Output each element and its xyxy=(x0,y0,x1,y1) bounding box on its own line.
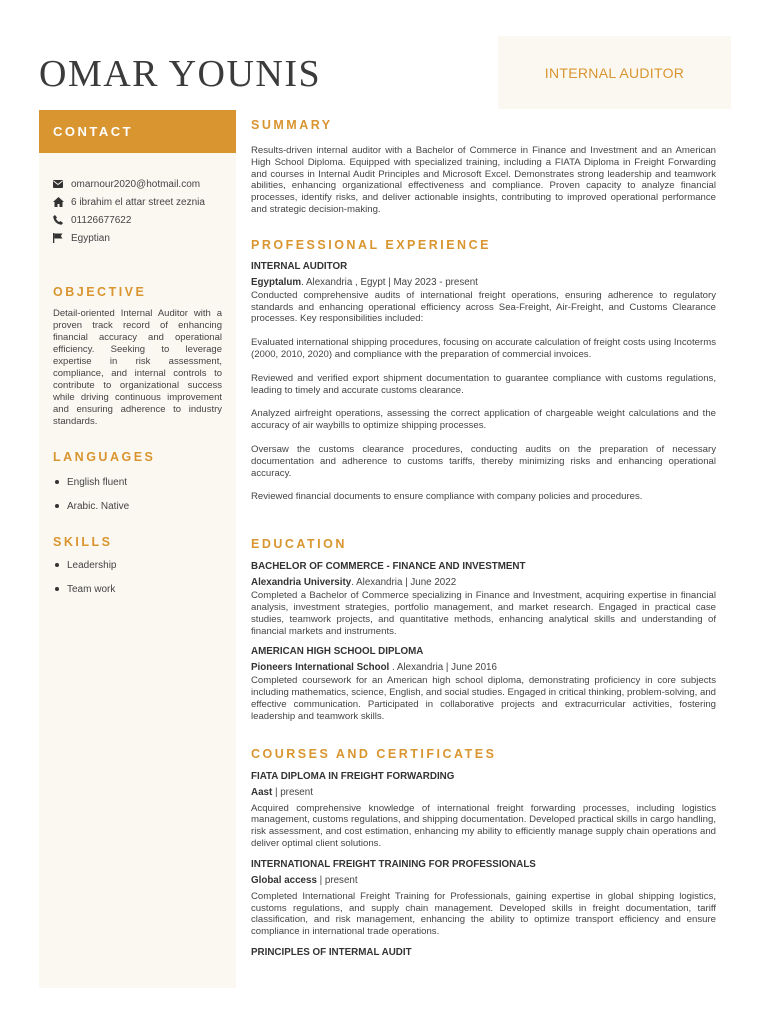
course-details: | present xyxy=(316,874,358,886)
email-icon xyxy=(53,180,69,188)
education-details: . Alexandria | June 2022 xyxy=(351,577,457,589)
education-org-line xyxy=(251,662,716,673)
skills-heading: SKILLS xyxy=(53,535,113,549)
experience-paragraph: Reviewed and verified export shipment documentation to guarantee compliance with customs regulations, leading to timely and accurate customs clearance. xyxy=(251,372,716,396)
home-icon xyxy=(53,197,69,207)
summary-heading: SUMMARY xyxy=(251,118,333,132)
experience-details: . Alexandria , Egypt | May 2023 - present xyxy=(301,276,478,288)
experience-paragraph: Analyzed airfreight operations, assessing the correct application of chargeable weight calculations and the accuracy of air waybills to optimize shipping processes. xyxy=(251,408,716,432)
course-title: PRINCIPLES OF INTERMAL AUDIT xyxy=(251,946,412,958)
course-org-line xyxy=(251,787,716,798)
experience-heading: PROFESSIONAL EXPERIENCE xyxy=(251,237,491,252)
education-org: Alexandria University xyxy=(251,577,352,589)
list-item: English fluent xyxy=(55,470,236,494)
course-text: Completed International Freight Training for Professionals, gaining expertise in global shipping logistics, customs regulations, and supply chain management. Developed skills in freight documentation, tariff classification, and risk management, enhancing the ability to optimize transport efficiency and ensure compliance in international trade operations. xyxy=(251,890,716,938)
bullet-icon xyxy=(55,504,59,508)
bullet-icon xyxy=(55,587,59,591)
job-title: INTERNAL AUDITOR xyxy=(544,64,685,81)
course-title: INTERNATIONAL FREIGHT TRAINING FOR PROFESSIONALS xyxy=(251,858,536,870)
bullet-icon xyxy=(55,563,59,567)
contact-phone[interactable]: 01126677622 xyxy=(53,211,236,229)
candidate-name: OMAR YOUNIS xyxy=(39,53,322,95)
sidebar xyxy=(39,110,236,988)
objective-heading: OBJECTIVE xyxy=(53,285,147,299)
experience-org: Egyptalum xyxy=(251,276,302,288)
contact-list xyxy=(39,153,236,247)
languages-list xyxy=(39,470,236,518)
bullet-icon xyxy=(55,480,59,484)
phone-icon xyxy=(53,215,69,225)
experience-paragraph: Reviewed financial documents to ensure compliance with company policies and procedures. xyxy=(251,491,643,503)
skills-list xyxy=(39,553,236,601)
objective-text: Detail-oriented Internal Auditor with a proven track record of enhancing financial accuracy and operational efficiency. Seeking to leverage expertise in risk assessment, compliance, and internal controls to contribute to organizational success while driving continuous improvement and ensuring adherence to industry standards. xyxy=(53,308,222,427)
education-heading: EDUCATION xyxy=(251,537,347,552)
course-org: Global access xyxy=(251,874,317,886)
flag-icon xyxy=(53,233,69,243)
courses-heading: COURSES AND CERTIFICATES xyxy=(251,746,497,761)
experience-paragraph: Evaluated international shipping procedures, focusing on accurate calculation of freight costs using Incoterms (2000, 2010, 2020) and compliance with the preparation of commercial invoices. xyxy=(251,337,716,360)
contact-email[interactable]: omarnour2020@hotmail.com xyxy=(53,175,236,193)
job-title-box xyxy=(498,36,731,109)
course-org-line xyxy=(251,875,716,886)
course-text: Acquired comprehensive knowledge of international freight forwarding processes, including logistics management, customs regulations, and shipping documentation. Developed practical skills in cargo handling, risk assessment, and cost estimation, enhancing my ability to efficiently manage supply chain operations and deliver optimal client solutions. xyxy=(251,802,716,849)
education-title: BACHELOR OF COMMERCE - FINANCE AND INVESTMENT xyxy=(251,561,526,573)
contact-header xyxy=(39,110,236,153)
course-details: | present xyxy=(272,786,313,798)
education-org: Pioneers International School xyxy=(251,662,390,674)
languages-heading: LANGUAGES xyxy=(53,450,156,464)
list-item: Arabic. Native xyxy=(55,494,236,518)
summary-text: Results-driven internal auditor with a Bachelor of Commerce in Finance and Investment and an American High School Diploma. Equipped with specialized training, including a FIATA Diploma in Freight Forwarding and courses in Internal Audit Principles and Microsoft Excel. Demonstrates strong leadership and teamwork abilities, enhancing organizational effectiveness and compliance. Proven capacity to analyze financial processes, identify risks, and deliver actionable insights, contributing to improved operational performance and strategic decision-making. xyxy=(251,145,716,215)
education-text: Completed a Bachelor of Commerce specializing in Finance and Investment, acquiring expertise in financial analysis, investment strategies, portfolio management, and market research. Engaged in practical case studies, teamwork projects, and quantitative methods, enhancing analytical skills and understanding of financial markets and instruments. xyxy=(251,590,716,637)
list-item: Team work xyxy=(55,577,236,601)
contact-nationality: Egyptian xyxy=(53,229,236,247)
experience-title: INTERNAL AUDITOR xyxy=(251,260,348,272)
education-org-line xyxy=(251,577,716,588)
education-details: . Alexandria | June 2016 xyxy=(389,662,497,674)
education-text: Completed coursework for an American high school diploma, demonstrating proficiency in core subjects including mathematics, science, English, and social studies. Engaged in critical thinking, problem-solving, and effective communication. Participated in collaborative projects and extracurricular activities, fostering leadership and teamwork skills. xyxy=(251,675,717,722)
contact-heading: CONTACT xyxy=(53,124,134,139)
experience-org-line xyxy=(251,277,716,288)
education-title: AMERICAN HIGH SCHOOL DIPLOMA xyxy=(251,646,424,658)
course-org: Aast xyxy=(251,786,273,798)
list-item: Leadership xyxy=(55,553,236,577)
contact-address: 6 ibrahim el attar street zeznia xyxy=(53,193,236,211)
experience-paragraph: Conducted comprehensive audits of international freight operations, ensuring adherence to regulatory standards and enhancing operational efficiency across Sea-Freight, Air-Freight, and Customs Clearance processes. Key responsibilities included: xyxy=(251,289,716,325)
main-content xyxy=(251,118,716,958)
course-title: FIATA DIPLOMA IN FREIGHT FORWARDING xyxy=(251,770,455,782)
experience-paragraph: Oversaw the customs clearance procedures, conducting audits on the preparation of necessary documentation and adherence to customs tariffs, thereby minimizing risks and enhancing operational accuracy. xyxy=(251,443,716,479)
